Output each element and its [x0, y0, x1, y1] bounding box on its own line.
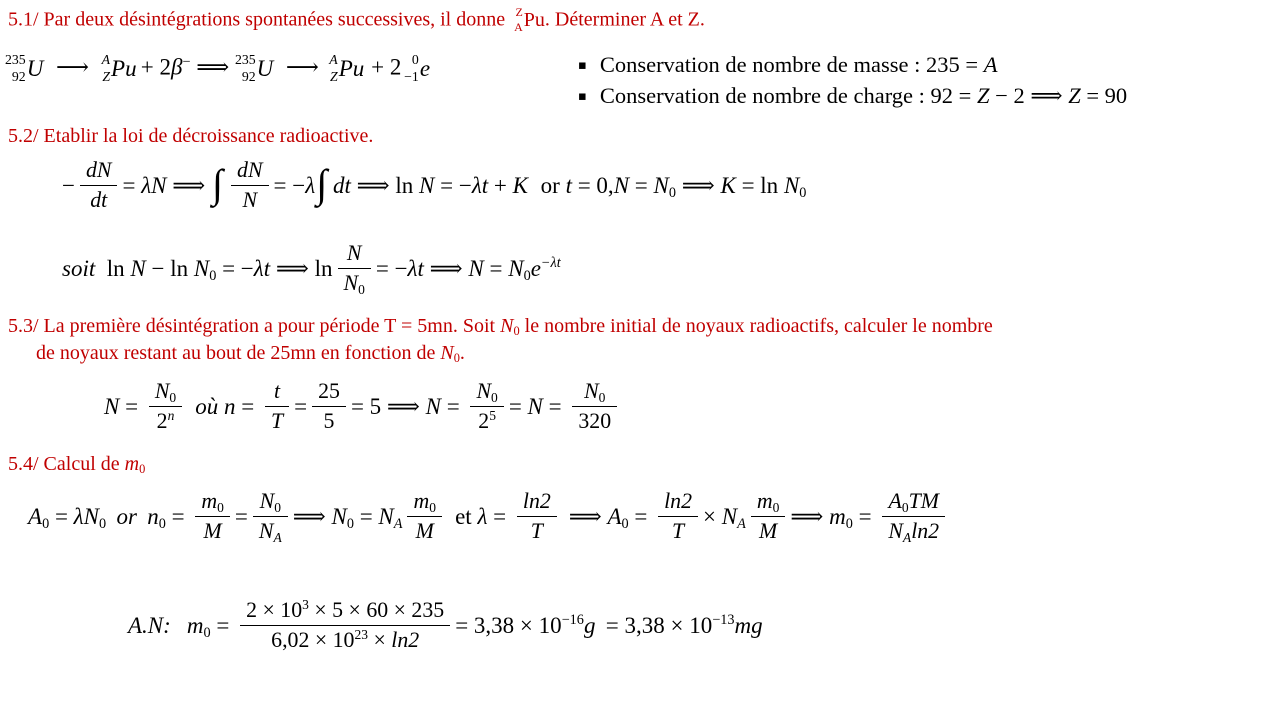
math-i: N: [584, 379, 599, 403]
math-i: N: [508, 255, 524, 281]
math-i: mg: [734, 612, 763, 638]
math-sub: 0: [453, 351, 460, 366]
math-frac: [658, 489, 698, 544]
math-r: ⟹: [423, 255, 469, 281]
math-r: .: [459, 342, 465, 364]
math-r: 5.3/ La première désintégration a pour période T = 5mn. Soit: [8, 315, 501, 337]
math-nuc: 235 92 U: [234, 52, 274, 85]
math-i: N: [783, 172, 800, 198]
math-r: 25: [318, 379, 340, 403]
math-sub: 0: [845, 515, 853, 532]
math-sub: 0: [346, 515, 354, 532]
math-i: A: [888, 489, 902, 513]
math-i: λN: [73, 503, 99, 529]
math-sub: 0: [513, 324, 520, 339]
math-i: N: [346, 241, 362, 265]
bullet-item-mass: [578, 52, 1127, 78]
math-i: N: [468, 255, 484, 281]
math-i: N: [721, 503, 738, 529]
math-r: =: [294, 393, 308, 419]
math-sub: A: [737, 515, 746, 532]
section-5-4-numeric-application: [128, 596, 763, 655]
math-r: ⟹ ln: [270, 255, 333, 281]
math-i: t: [273, 379, 281, 403]
math-i: λt: [253, 255, 271, 281]
math-r: =: [628, 503, 654, 529]
math-r: ⟹: [790, 503, 830, 529]
math-i: K: [512, 172, 528, 198]
math-r: = ln: [735, 172, 784, 198]
math-r: =: [487, 503, 512, 529]
math-i: or: [116, 503, 137, 529]
math-i: Z: [976, 83, 990, 108]
math-i: ln2: [391, 628, 420, 653]
math-frac: [240, 598, 450, 653]
math-frac: [312, 379, 346, 434]
math-r: = −: [216, 255, 254, 281]
math-r: = 90: [1080, 83, 1128, 108]
math-i: dN: [85, 158, 112, 182]
math-i: N: [378, 503, 394, 529]
math-sub: 0: [139, 462, 146, 477]
math-sub: 0: [523, 267, 531, 284]
math-i: N: [527, 393, 543, 419]
math-r: × 5 × 60 × 235: [308, 598, 445, 622]
math-i: N: [653, 172, 669, 198]
math-i: ln2: [911, 519, 940, 544]
math-i: λ: [305, 172, 316, 198]
section-5-1-heading: [8, 6, 705, 36]
math-i: N: [154, 379, 170, 403]
math-i: N: [259, 489, 275, 513]
bullet-text-mass: [600, 52, 998, 78]
math-r: ×: [368, 628, 392, 653]
math-sub: 0: [772, 499, 780, 515]
math-nuc: 235 92 U: [5, 52, 44, 85]
math-r: 5.4/ Calcul de: [8, 453, 125, 475]
math-r: Conservation de nombre de masse : 235 =: [599, 52, 984, 77]
math-r: =: [210, 612, 236, 638]
math-frac: [149, 379, 182, 434]
math-frac: [231, 158, 269, 213]
math-i: m: [756, 489, 773, 513]
math-i: M: [203, 519, 222, 544]
math-r: ⟶: [55, 54, 89, 80]
math-i: N: [476, 379, 492, 403]
math-i: N: [193, 255, 210, 281]
math-r: ⟹ ln: [350, 172, 420, 198]
math-r: =: [49, 503, 74, 529]
math-r: 2: [478, 409, 490, 434]
math-i: Z: [1068, 83, 1081, 108]
math-sub: A: [902, 529, 912, 545]
math-r: ⟹: [568, 503, 608, 529]
math-frac: [882, 489, 945, 544]
math-i: T: [270, 409, 284, 434]
math-sub: 0: [668, 184, 676, 201]
math-i: A: [983, 52, 998, 77]
square-bullet-icon: ▪: [578, 89, 587, 104]
math-i: dN: [237, 158, 263, 182]
math-r: = −: [375, 255, 408, 281]
math-r: − 2 ⟹: [989, 83, 1069, 108]
math-r: . Déterminer A et Z.: [544, 8, 705, 31]
math-sup: −: [182, 53, 191, 70]
math-sup: 23: [354, 626, 368, 642]
section-5-3-equation: [104, 381, 622, 436]
section-5-1-bullet-list: [578, 52, 1127, 114]
math-sub: 0: [274, 499, 281, 515]
math-i: N: [425, 393, 441, 419]
math-i: e: [530, 255, 541, 281]
math-r: 2: [156, 409, 168, 434]
math-i: N: [258, 519, 274, 544]
math-r: Conservation de nombre de charge : 92 =: [599, 83, 977, 108]
math-r: = 0,: [571, 172, 614, 198]
math-r: ⟶: [285, 54, 319, 80]
math-i: λN: [141, 172, 167, 198]
math-r: =: [119, 393, 144, 419]
math-sub: 0: [598, 389, 606, 405]
math-nuc: Z A Pu: [514, 5, 545, 34]
math-r: − ln: [145, 255, 194, 281]
math-i: N: [104, 393, 120, 419]
math-r: ⟹: [166, 172, 212, 198]
math-i: m: [829, 503, 846, 529]
math-i: N: [343, 271, 359, 296]
math-i: N: [419, 172, 435, 198]
math-r: de noyaux restant au bout de 25mn en fonction de: [36, 342, 441, 364]
bullet-text-charge: [600, 83, 1127, 109]
math-i: λ: [477, 503, 488, 529]
math-r: =: [235, 393, 260, 419]
math-sub: 0: [42, 515, 50, 532]
math-i: m: [201, 489, 218, 513]
math-i: β: [170, 54, 183, 80]
math-i: ln2: [522, 489, 551, 513]
math-sub: A: [393, 515, 403, 532]
math-r: + 2: [140, 54, 171, 80]
math-sub: A: [273, 529, 282, 545]
math-r: =: [483, 255, 509, 281]
math-r: or: [540, 172, 566, 198]
math-r: 2 × 10: [246, 598, 303, 622]
section-5-2-equation-line1: [62, 160, 806, 215]
math-i: N: [888, 519, 903, 544]
math-frac: [253, 489, 288, 544]
math-sub: 0: [158, 515, 166, 532]
section-5-1-equation: [5, 52, 430, 86]
math-frac: [265, 379, 289, 434]
math-sup: n: [167, 407, 175, 423]
math-r: 320: [578, 409, 612, 434]
math-i: t: [565, 172, 572, 198]
math-r: =: [353, 503, 379, 529]
math-i: T: [530, 519, 543, 544]
math-i: M: [759, 519, 778, 544]
math-i: M: [415, 519, 434, 544]
math-i: N: [130, 255, 146, 281]
square-bullet-icon: ▪: [578, 58, 587, 73]
math-r: et: [455, 503, 478, 529]
math-frac: [195, 489, 230, 544]
math-sup: 5: [489, 407, 496, 423]
math-frac: [572, 379, 617, 434]
math-r: ⟹: [196, 54, 230, 80]
math-i: où: [195, 393, 219, 419]
math-frac: [470, 379, 503, 434]
math-i: λt: [471, 172, 489, 198]
math-i: K: [720, 172, 736, 198]
math-r: ln: [106, 255, 131, 281]
math-sub: 0: [217, 499, 224, 515]
section-5-3-heading-line2: [36, 342, 465, 365]
math-sub: 0: [491, 389, 498, 405]
math-r: ×: [703, 503, 722, 529]
math-i: dt: [90, 188, 108, 213]
math-r: 6,02 × 10: [271, 628, 355, 653]
math-sup: −13: [712, 612, 735, 629]
math-i: n: [147, 503, 159, 529]
math-i: m: [124, 453, 140, 475]
math-r: = −: [434, 172, 472, 198]
math-r: = 5 ⟹: [350, 393, 426, 419]
section-5-3-heading-line1: [8, 315, 993, 338]
math-r: =: [629, 172, 654, 198]
math-sup: −λt: [540, 255, 561, 272]
math-i: N: [613, 172, 630, 198]
math-sub: 0: [901, 499, 909, 515]
math-sup: −16: [561, 612, 584, 629]
math-r: +: [488, 172, 513, 198]
math-i: n: [223, 393, 236, 419]
math-r: ⟹: [675, 172, 721, 198]
section-5-4-heading: [8, 453, 145, 476]
math-i: A: [607, 503, 622, 529]
section-5-2-equation-line2: [62, 243, 561, 298]
math-r: = 3,38 × 10: [605, 612, 713, 638]
math-r: =: [122, 172, 142, 198]
math-i: m: [413, 489, 430, 513]
math-frac: [751, 489, 786, 544]
math-r: ⟹: [292, 503, 332, 529]
math-i: λt: [407, 255, 424, 281]
math-i: N: [242, 188, 258, 213]
section-5-4-equation: [28, 491, 950, 546]
math-r: −: [62, 172, 75, 198]
math-sup: 3: [302, 596, 309, 612]
math-frac: [407, 489, 442, 544]
math-r: = 3,38 × 10: [455, 612, 562, 638]
math-frac: [517, 489, 557, 544]
math-r: =: [165, 503, 191, 529]
math-i: TM: [908, 489, 939, 513]
math-r: 5: [323, 409, 335, 434]
math-r: 5.2/ Etablir la loi de décroissance radioactive.: [8, 125, 374, 147]
math-i: A.N:: [128, 612, 171, 638]
math-i: N: [331, 503, 347, 529]
math-r: = −: [273, 172, 306, 198]
math-i: N: [500, 315, 514, 337]
math-sub: 0: [203, 624, 211, 641]
math-i: g: [583, 612, 596, 638]
math-i: dt: [333, 172, 351, 198]
math-r: =: [234, 503, 248, 529]
math-sub: 0: [209, 267, 217, 284]
math-i: N: [440, 342, 454, 364]
math-i: A: [28, 503, 43, 529]
math-r: + 2: [371, 54, 402, 80]
math-frac: [338, 241, 371, 296]
math-sub: 0: [98, 515, 107, 532]
math-i: T: [671, 519, 685, 544]
math-r: =: [542, 393, 568, 419]
math-sub: 0: [169, 389, 177, 405]
math-int: ∫: [316, 161, 328, 207]
math-r: =: [852, 503, 878, 529]
math-sub: 0: [429, 499, 437, 515]
math-sub: 0: [621, 515, 629, 532]
math-int: ∫: [212, 161, 224, 207]
math-r: =: [508, 393, 528, 419]
section-5-2-heading: [8, 125, 373, 148]
math-sub: 0: [799, 184, 807, 201]
math-i: ln2: [664, 489, 693, 513]
bullet-item-charge: [578, 83, 1127, 109]
math-nuc: A Z Pu: [101, 52, 137, 85]
math-nuc: 0 −1 e: [404, 52, 431, 85]
math-r: =: [440, 393, 466, 419]
math-r: 5.1/ Par deux désintégrations spontanées successives, il donne: [8, 8, 511, 31]
math-i: m: [186, 612, 204, 638]
math-frac: [80, 158, 118, 213]
math-nuc: A Z Pu: [329, 52, 365, 85]
math-i: soit: [62, 255, 96, 281]
math-r: le nombre initial de noyaux radioactifs, calculer le nombre: [519, 315, 993, 337]
math-sub: 0: [358, 281, 365, 297]
